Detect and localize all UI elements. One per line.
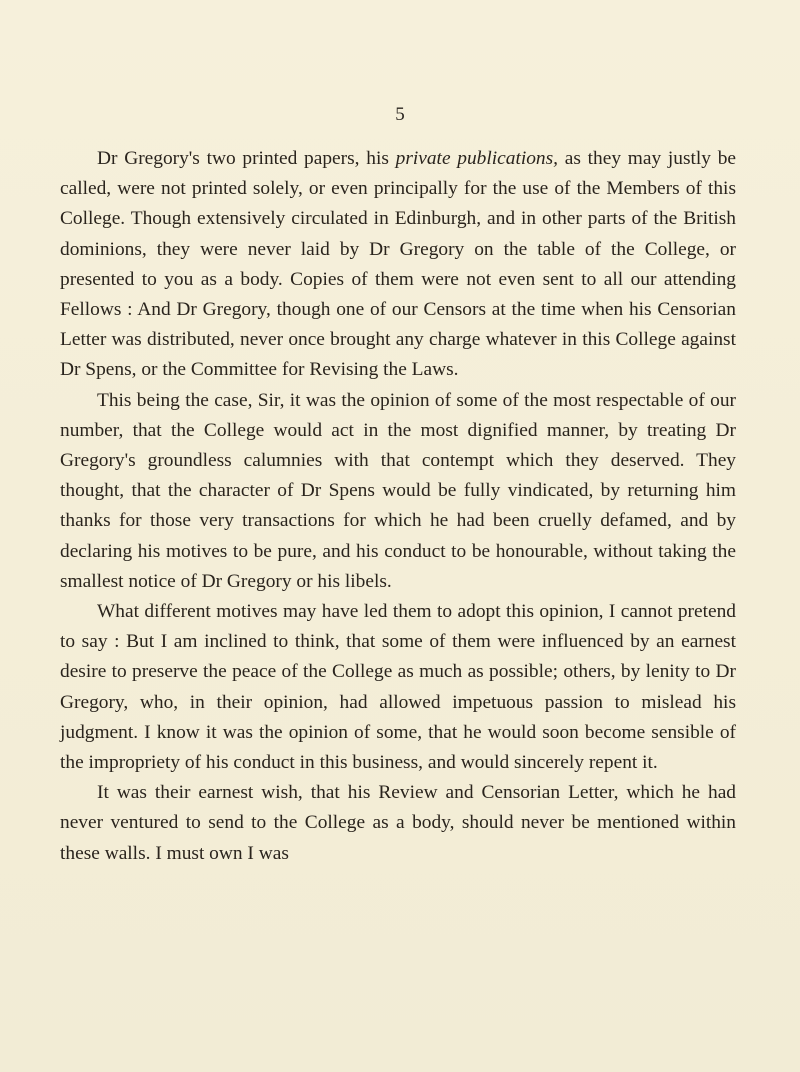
paragraph-1-text-start: Dr Gregory's two printed papers, his [97, 148, 396, 169]
paragraph-1-text-end: as they may justly be called, were not printed solely, or even principally for the use of the Members of this College. Though extensively circulated in Edinburgh, and in other parts of the British dominions, they were never laid by Dr Gregory on the table of the College, or presented to you as a body. Copies of them were not even sent to all our attending Fellows : And Dr Gregory, though one of our Censors at the time when his Censorian Letter was distributed, never once brought any charge whatever in this College against Dr Spens, or the Committee for Revising the Laws. [60, 148, 737, 381]
paragraph-4: It was their earnest wish, that his Review and Censorian Letter, which he had never ventured to send to the College as a body, should never be mentioned within these walls. I must own I was [60, 782, 736, 864]
paragraph-1-emphasis: private publications, [395, 148, 559, 169]
page-number: 5 [395, 104, 405, 125]
body-text [60, 144, 736, 869]
paragraph-2: This being the case, Sir, it was the opinion of some of the most respectable of our number, that the College would act in the most dignified manner, by treating Dr Gregory's groundless calumnies with that contempt which they deserved. They thought, that the character of Dr Spens would be fully vindicated, by returning him thanks for those very transactions for which he had been cruelly defamed, and by declaring his motives to be pure, and his conduct to be honourable, without taking the smallest notice of Dr Gregory or his libels. [60, 389, 736, 592]
paragraph-1 [60, 144, 736, 386]
paragraph-3: What different motives may have led them to adopt this opinion, I cannot pretend to say : But I am inclined to think, that some of them were influenced by an earnest desire to preserve the peace of the College as much as possible; others, by lenity to Dr Gregory, who, in their opinion, had allowed impetuous passion to mislead his judgment. I know it was the opinion of some, that he would soon become sensible of the impropriety of his conduct in this business, and would sincerely repent it. [60, 601, 736, 774]
